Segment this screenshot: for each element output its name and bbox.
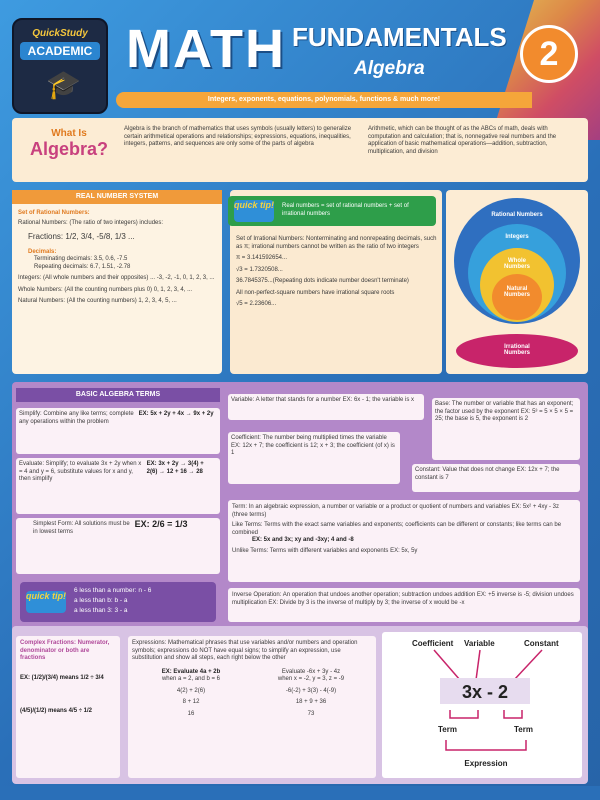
rn-line: Fractions: 1/2, 3/4, -5/8, 1/3 ... — [28, 232, 135, 241]
irr-line: Set of Irrational Numbers: Nonterminating and nonrepeating decimals, such as π; irrational numbers cannot be written as the ratio of two integers — [236, 236, 437, 250]
rn-line: Natural Numbers: (All the counting numbers) 1, 2, 3, 4, 5, ... — [18, 298, 177, 304]
expression-example-right — [250, 669, 372, 719]
constant-arrow — [514, 650, 542, 680]
complex-fractions-box — [16, 636, 120, 778]
quick-tip-text: Real numbers = set of rational numbers + set of irrational numbers — [282, 203, 409, 217]
expr-step: 16 — [187, 710, 195, 717]
algebra-label: Algebra? — [29, 139, 108, 159]
basic-terms-header: BASIC ALGEBRA TERMS — [16, 388, 220, 402]
irr-line: All non-perfect-square numbers have irrational square roots — [236, 289, 395, 296]
inverse-box: Inverse Operation: An operation that undoes another operation; subtraction undoes addition EX: +5 inverse is -5; division undoes multiplication EX: Divide by 3 is the inverse of multiply by 3; the inverse of x would be -x — [228, 588, 580, 622]
irrational-label: Irrational Numbers — [503, 344, 530, 356]
real-number-header: REAL NUMBER SYSTEM — [12, 190, 222, 204]
rn-line: Terminating decimals: 3.5, 0.6, -7.5 — [34, 256, 128, 262]
rational-label: Rational Numbers — [491, 212, 543, 218]
whole-label: Whole Numbers — [503, 258, 530, 270]
expressions-box — [128, 636, 376, 778]
expr-step: when x = -2, y = 3, z = -9 — [277, 676, 345, 682]
complex-fractions-text: Complex Fractions: Numerator, denominator or both are fractions — [20, 640, 110, 661]
graduation-cap-icon: 🎓 — [46, 69, 81, 100]
expression-label: Expression — [464, 759, 508, 768]
tip-line: a less than b: b - a — [74, 597, 128, 604]
like-terms-example: EX: 5x and 3x; xy and -3xy; 4 and -8 — [252, 537, 354, 543]
expression-bracket — [446, 740, 526, 750]
tip-line: a less than 3: 3 - a — [74, 607, 128, 614]
irrational-ellipse — [456, 334, 578, 368]
volume-badge: 2 — [520, 25, 578, 83]
evaluate-box — [16, 458, 220, 514]
irr-line: π = 3.141592654... — [236, 255, 288, 261]
term-bracket-left — [450, 710, 478, 718]
term-definition: Term: In an algebraic expression, a number or variable or a product or quotient of numbers and variables EX: 5x² + 4xy - 3z (three terms) — [232, 504, 559, 518]
complex-fractions-example-2: (4/5)/(1/2) means 4/5 ÷ 1/2 — [20, 708, 92, 714]
expr-step: when a = 2, and b = 6 — [161, 676, 221, 682]
expressions-examples — [132, 669, 372, 719]
simplest-form-example: EX: 2/6 = 1/3 — [134, 519, 188, 529]
expr-step: 8 + 12 — [182, 699, 200, 705]
term-left-label: Term — [438, 725, 457, 734]
simplest-form-text: Simplest Form: All solutions must be in lowest terms — [33, 521, 130, 535]
algebra-definition: Algebra is the branch of mathematics that uses symbols (usually letters) to generalize certain arithmetical operations and relationships; expressions, equations, inequalities, integers, patterns, and sequences are only some of the parts of algebra — [124, 126, 352, 147]
evaluate-text: Evaluate: Simplify; to evaluate 3x + 2y when x = 4 and y = 6, substitute values for x and y, then simplify — [19, 461, 142, 482]
constant-label: Constant — [524, 639, 559, 648]
coefficient-box: Coefficient: The number being multiplied times the variable EX: 12x + 7; the coefficient is 12; x + 3; the coefficient (of x) is 1 — [228, 432, 400, 484]
terms-box — [228, 500, 580, 582]
like-terms-definition: Like Terms: Terms with the exact same variables and exponents; coefficients can be different or constants; like terms can be combined — [232, 522, 562, 536]
simplify-example: EX: 5x + 2y + 4x → 9x + 2y — [138, 411, 214, 417]
complex-fractions-example-1: EX: (1/2)/(3/4) means 1/2 ÷ 3/4 — [20, 674, 104, 681]
expression-text: 3x - 2 — [461, 682, 509, 702]
term-bracket-right — [504, 710, 522, 718]
expression-parts-diagram — [382, 632, 582, 778]
quick-tip-badge: quick tip! — [26, 591, 66, 613]
variable-label: Variable — [464, 639, 495, 648]
irr-line: √3 = 1.7320508... — [236, 266, 283, 273]
expr-step: -6(-2) + 3(3) - 4(-9) — [285, 687, 337, 694]
quick-tip-less-than — [20, 582, 216, 622]
irr-line: 36.7845375...(Repeating dots indicate number doesn't terminate) — [236, 278, 409, 284]
constant-box: Constant: Value that does not change EX: 12x + 7; the constant is 7 — [412, 464, 580, 492]
quick-tip-lines — [74, 586, 151, 616]
evaluate-example: EX: 3x + 2y → 3(4) + 2(6) → 12 + 16 → 28 — [146, 461, 204, 475]
what-is-label: What Is — [51, 128, 87, 139]
quick-tip-real-numbers — [228, 196, 436, 226]
integers-label: Integers — [505, 234, 529, 240]
rn-line: Integers: (All whole numbers and their opposites) ... -3, -2, -1, 0, 1, 2, 3, ... — [18, 275, 215, 281]
simplify-box — [16, 408, 220, 454]
natural-circle — [492, 274, 542, 320]
expressions-text: Expressions: Mathematical phrases that use variables and/or numbers and operation symbols; expressions do NOT have equal signs; to simplify an expression, use substitution and show all steps, each right below the other — [132, 640, 358, 661]
number-sets-diagram — [446, 190, 588, 374]
page-topic: Algebra — [354, 58, 425, 79]
page-title-sub: FUNDAMENTALS — [292, 22, 507, 52]
expr-step: EX: Evaluate 4a + 2b — [161, 668, 221, 675]
arithmetic-definition: Arithmetic, which can be thought of as the ABCs of math, deals with computation and calculation; that is, nonnegative real numbers and the application of basic mathematical operations—addition, subtraction, multiplication, and division — [368, 126, 557, 155]
logo-brand: QuickStudy — [32, 28, 88, 39]
what-is-algebra-label — [20, 128, 118, 160]
page-title: MATH — [126, 19, 286, 79]
rn-line: Whole Numbers: (All the counting numbers plus 0) 0, 1, 2, 3, 4, ... — [18, 286, 193, 293]
rn-line: Rational Numbers: (The ratio of two integers) includes: — [18, 219, 164, 226]
simplest-form-box — [16, 518, 220, 574]
rn-line: Repeating decimals: 6.7, 1.51, -2.78 — [34, 263, 131, 270]
real-number-list — [18, 210, 218, 306]
tip-line: 6 less than a number: n - 6 — [74, 587, 152, 594]
quick-tip-badge: quick tip! — [234, 200, 274, 222]
what-is-algebra-panel — [12, 118, 588, 182]
expr-step: Evaluate -6x + 3y - 4z — [281, 668, 341, 675]
expr-step: 4(2) + 2(6) — [176, 687, 206, 694]
quickstudy-logo — [12, 18, 108, 114]
subtitle-bar: Integers, exponents, equations, polynomials, functions & much more! — [116, 92, 532, 108]
expression-example-left — [132, 669, 250, 719]
base-box: Base: The number or variable that has an exponent; the factor used by the exponent EX: 5³ = 5 × 5 × 5 = 25; the base is 5, the exponent is 2 — [432, 398, 580, 460]
unlike-terms-definition: Unlike Terms: Terms with different variables and exponents EX: 5x, 5y — [232, 547, 418, 554]
expression-diagram-svg — [382, 632, 582, 778]
coefficient-label: Coefficient — [412, 639, 454, 648]
natural-label: Natural Numbers — [503, 286, 530, 298]
variable-box: Variable: A letter that stands for a number EX: 6x - 1; the variable is x — [228, 394, 424, 420]
simplify-text: Simplify: Combine any like terms; complete any operations within the problem — [19, 411, 134, 425]
irrational-list — [236, 236, 438, 309]
rn-line: Set of Rational Numbers: — [18, 210, 90, 216]
term-right-label: Term — [514, 725, 533, 734]
coefficient-arrow — [434, 650, 460, 680]
rn-line: Decimals: — [28, 248, 57, 255]
footer-bar — [0, 786, 600, 800]
irr-line: √5 = 2.23606... — [236, 301, 277, 307]
expr-step: 73 — [307, 710, 315, 717]
expr-step: 18 + 9 + 36 — [295, 699, 327, 705]
variable-arrow — [476, 650, 480, 680]
logo-academic: ACADEMIC — [20, 42, 100, 60]
